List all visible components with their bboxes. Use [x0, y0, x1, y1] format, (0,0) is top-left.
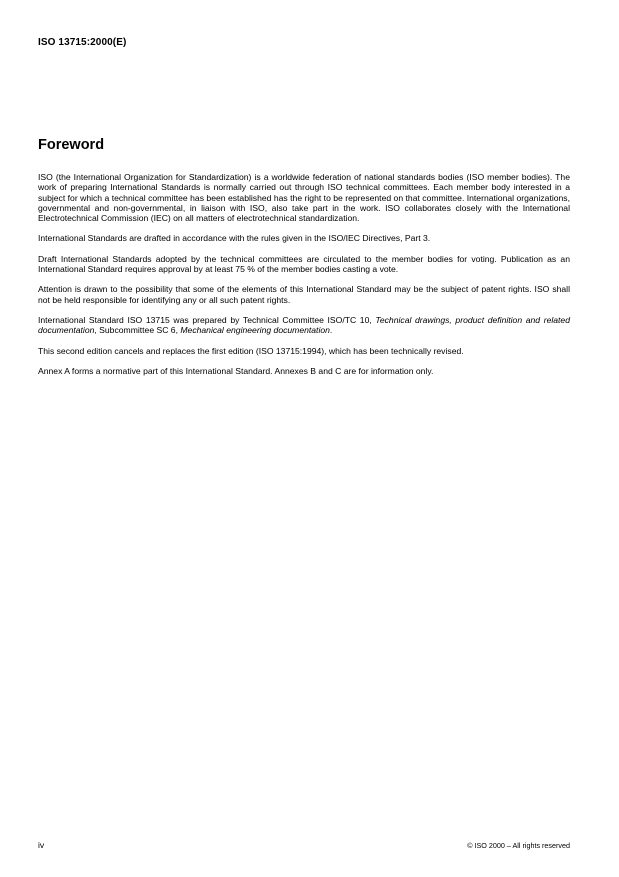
foreword-paragraph-5: [38, 315, 570, 336]
foreword-body: [38, 172, 570, 386]
document-id-header: ISO 13715:2000(E): [38, 37, 127, 48]
foreword-paragraph-4: Attention is drawn to the possibility that some of the elements of this International Standard may be the subject of patent rights. ISO shall not be held responsible for identifying any or all such patent rights.: [38, 284, 570, 305]
p5-text-3: .: [329, 325, 333, 336]
foreword-title: Foreword: [38, 137, 105, 153]
foreword-paragraph-3: Draft International Standards adopted by the technical committees are circulated to the member bodies for voting. Publication as an International Standard requires approval by at least 75 % of the member bodies casting a vote.: [38, 253, 570, 275]
p5-committee-title: Technical drawings, product definition and related documentation: [38, 314, 570, 336]
foreword-paragraph-7: Annex A forms a normative part of this International Standard. Annexes B and C are for information only.: [38, 365, 434, 376]
p5-text-2: , Subcommittee SC 6,: [94, 325, 181, 336]
foreword-paragraph-6: This second edition cancels and replaces the first edition (ISO 13715:1994), which has been technically revised.: [38, 345, 464, 356]
p5-subcommittee-title: Mechanical engineering documentation: [180, 325, 330, 336]
foreword-paragraph-2: International Standards are drafted in accordance with the rules given in the ISO/IEC Directives, Part 3.: [38, 233, 431, 244]
foreword-paragraph-1: ISO (the International Organization for Standardization) is a worldwide federation of national standards bodies (ISO member bodies). The work of preparing International Standards is normally carried out through ISO technical committees. Each member body interested in a subject for which a technical committee has been established has the right to be represented on that committee. International organizations, governmental and non-governmental, in liaison with ISO, also take part in the work. ISO collaborates closely with the International Electrotechnical Commission (IEC) on all matters of electrotechnical standardization.: [38, 172, 570, 224]
copyright-notice: © ISO 2000 – All rights reserved: [467, 841, 570, 850]
page-number: iv: [38, 840, 45, 850]
p5-text-1: International Standard ISO 13715 was prepared by Technical Committee ISO/TC 10,: [38, 314, 376, 325]
